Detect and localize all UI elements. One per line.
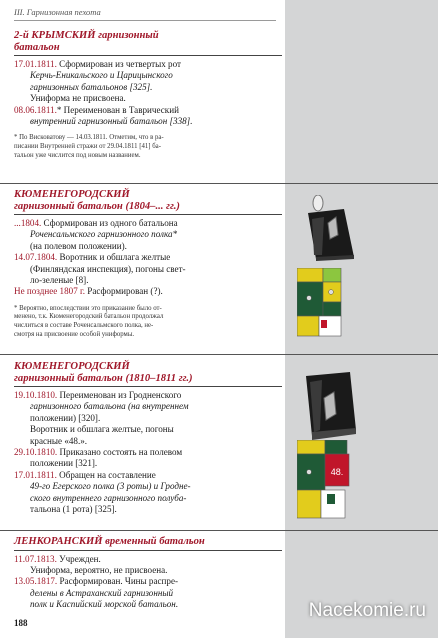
collar-epaulette-illustration	[297, 440, 353, 522]
entry-text: (Финляндская инспекция), погоны свет-	[30, 263, 186, 274]
entry-line	[14, 390, 282, 401]
entry-text: Воротник и обшлага желтые, погоны	[30, 424, 174, 435]
entry-text: Сформирован из одного батальона	[41, 218, 178, 228]
entry-text: гарнизонных батальонов [325].	[30, 81, 153, 92]
entry-line	[14, 413, 282, 424]
entry-line	[14, 264, 282, 275]
entry-text: Обращен на составление	[56, 469, 156, 480]
entry-text: * Переименован в Таврический	[56, 104, 179, 115]
entry-text: Униформа не присвоена.	[30, 93, 126, 104]
entry-line	[14, 275, 282, 286]
entry-text: полк и Каспийский морской батальон.	[30, 599, 179, 610]
entry-line	[14, 458, 282, 469]
entry-line	[14, 70, 282, 81]
entry-text: Расформирован (?).	[85, 286, 163, 297]
entry-line	[14, 424, 282, 435]
entry-line	[14, 493, 282, 504]
entry-text: Сформирован из четвертых рот	[56, 59, 181, 69]
footnote-line: * Вероятно, впоследствии это приказание было от-	[14, 304, 162, 312]
entry-date: Не позднее 1807 г.	[14, 286, 85, 297]
entry-line	[14, 436, 282, 447]
entry-text: Роченсальмского гарнизонного полка*	[30, 229, 178, 240]
entry-text: Керчь-Еникальского и Царицынского	[30, 70, 173, 81]
header-rule	[14, 20, 276, 21]
epaulette-number: 48.	[330, 467, 344, 477]
entry-date: 13.05.1817.	[14, 576, 58, 587]
entry-date: 17.01.1811.	[14, 59, 57, 69]
entry-line	[14, 59, 282, 70]
entry-text: Учрежден.	[56, 553, 101, 564]
entry-text: Воротник и обшлага желтые	[57, 252, 171, 263]
section-kyumen-1804	[14, 189, 282, 339]
entry-date: 08.06.1811.	[14, 104, 57, 115]
entry-line	[14, 105, 282, 116]
footnote-line: * По Висковатову — 14.03.1811. Отметим, что в ра-	[14, 134, 164, 142]
section-title	[14, 189, 282, 212]
title-rule	[14, 386, 282, 387]
entry-line	[14, 576, 282, 587]
section-title	[14, 361, 282, 384]
entry-text: (на полевом положении).	[30, 240, 127, 251]
section-title-line: КЮМЕНЕГОРОДСКИЙ	[14, 361, 130, 372]
entry-text: тальона (1 рота) [325].	[30, 504, 117, 515]
entry-line	[14, 554, 282, 565]
entry-text: внутренний гарнизонный батальон [338].	[30, 116, 193, 127]
entry-date: 14.07.1804.	[14, 252, 58, 263]
entry-text: Переименован из Гродненского	[57, 390, 182, 400]
title-rule	[14, 214, 282, 215]
section-title-line: КЮМЕНЕГОРОДСКИЙ	[14, 189, 130, 200]
entry-text: ского внутреннего гарнизонного полуба-	[30, 492, 187, 503]
entry-date: ...1804.	[14, 218, 42, 228]
section-kyumen-1810	[14, 361, 282, 515]
entry-text: гарнизонного батальона (на внутреннем	[30, 401, 189, 412]
entry-line	[14, 470, 282, 481]
entry-line	[14, 447, 282, 458]
entry-text: красные «48.».	[30, 435, 88, 446]
footnote-line: менено, т.к. Кюменегородский батальон продолжал	[14, 313, 164, 321]
entry-text: положении) [320].	[30, 412, 101, 423]
section-title-line: гарнизонный батальон (1810–1811 гг.)	[14, 372, 193, 384]
entry-line	[14, 481, 282, 492]
entry-line	[14, 82, 282, 93]
entry-line	[14, 241, 282, 252]
entry-line	[14, 218, 282, 229]
entry-line	[14, 229, 282, 240]
section-title-line: гарнизонный батальон (1804–... гг.)	[14, 200, 180, 212]
section-lenkoran	[14, 536, 282, 611]
entry-text: делены в Астраханский гарнизонный	[30, 587, 174, 598]
page-number: 188	[14, 618, 28, 628]
footnote-line: числиться в составе Роченсальмского полка, не-	[14, 322, 154, 330]
entry-date: 29.10.1810.	[14, 447, 58, 458]
entry-date: 17.01.1811.	[14, 469, 57, 480]
entry-line	[14, 252, 282, 263]
section-title-line: 2-й КРЫМСКИЙ гарнизонный	[14, 30, 159, 41]
footnote-line: тальон уже числится под новым названием.	[14, 151, 141, 159]
section-title	[14, 30, 282, 53]
section-krym	[14, 30, 282, 160]
entry-text: Приказано состоять на полевом	[57, 447, 183, 458]
collar-cuff-illustration	[297, 268, 345, 340]
entry-text: ло-зеленые [8].	[30, 275, 89, 286]
shako-illustration	[298, 370, 360, 440]
section-divider	[0, 530, 438, 531]
entry-line	[14, 588, 282, 599]
shako-illustration	[298, 195, 360, 261]
entry-text: 49-го Егерского полка (3 роты) и Гродне-	[30, 481, 191, 492]
entry-line	[14, 565, 282, 576]
title-rule	[14, 550, 282, 551]
entry-line	[14, 599, 282, 610]
section-title-line: ЛЕНКОРАНСКИЙ временный батальон	[14, 536, 205, 547]
entry-text: Расформирован. Чины распре-	[57, 576, 179, 587]
section-title	[14, 536, 282, 548]
footnote	[14, 305, 282, 339]
entry-date: 19.10.1810.	[14, 390, 58, 400]
entry-line	[14, 116, 282, 127]
footnote-line: писании Внутренней стражи от 29.04.1811 [41] ба-	[14, 143, 161, 151]
footnote	[14, 134, 282, 160]
entry-date: 11.07.1813.	[14, 553, 57, 564]
section-divider	[0, 354, 438, 355]
entry-line	[14, 286, 282, 297]
section-divider	[0, 183, 438, 184]
entry-text: положении [321].	[30, 458, 98, 469]
entry-line	[14, 93, 282, 104]
watermark: Nacekomie.ru	[308, 600, 426, 621]
running-title: III. Гарнизонная пехота	[14, 7, 101, 17]
entry-line	[14, 401, 282, 412]
title-rule	[14, 55, 282, 56]
entry-text: Униформа, вероятно, не присвоена.	[30, 564, 168, 575]
footnote-line: смотря на присвоение особой униформы.	[14, 330, 135, 338]
section-title-line: батальон	[14, 41, 60, 53]
entry-line	[14, 504, 282, 515]
